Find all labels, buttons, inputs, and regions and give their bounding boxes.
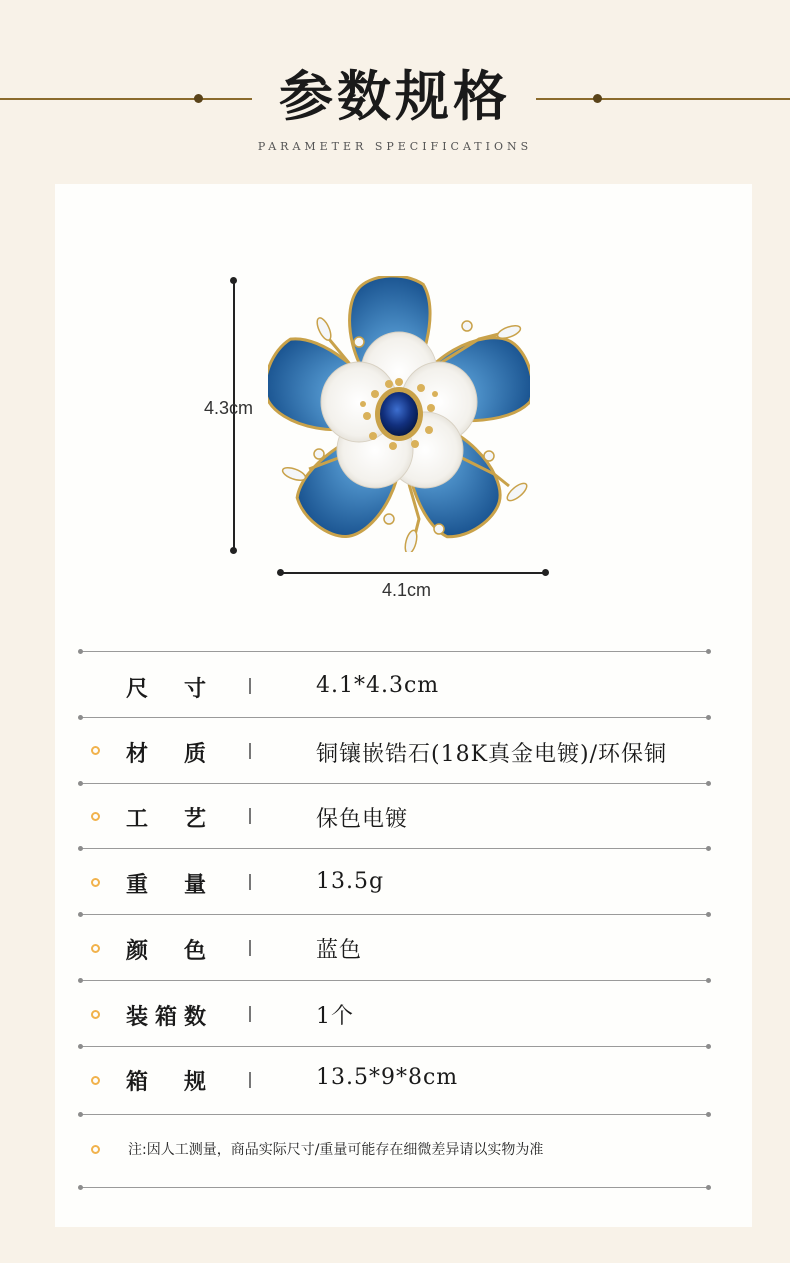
spec-value-color: 蓝色 [316,938,363,963]
spec-label-weight: 重 量 [126,872,206,898]
divider-dot [78,978,83,983]
width-dimension-left-dot [277,569,284,576]
divider-dot [78,1044,83,1049]
divider-dot [706,1044,711,1049]
bullet-icon [91,944,100,953]
table-divider [80,1114,710,1115]
spec-value-weight: 13.5g [316,869,385,894]
row-separator [249,743,251,759]
measurement-note: 注:因人工测量，商品实际尺寸/重量可能存在细微差异请以实物为准 [128,1142,544,1158]
width-dimension-right-dot [542,569,549,576]
divider-dot [706,1185,711,1190]
spec-value-carton-size: 13.5*9*8cm [316,1065,459,1090]
table-divider [80,848,710,849]
bullet-icon [91,878,100,887]
spec-label-color: 颜 色 [126,938,206,964]
row-separator [249,940,251,956]
divider-dot [78,846,83,851]
spec-label-carton-size: 箱 规 [126,1069,206,1095]
row-separator [249,1006,251,1022]
divider-dot [706,978,711,983]
spec-value-pack-qty: 1个 [316,1004,354,1029]
spec-value-process: 保色电镀 [316,807,409,832]
table-divider [80,783,710,784]
divider-dot [706,912,711,917]
table-divider [80,717,710,718]
width-label: 4.1cm [382,580,432,600]
spec-label-pack-qty: 装箱数 [126,1004,206,1030]
brooch-image [268,276,530,552]
height-dimension-top-dot [230,277,237,284]
spec-value-material: 铜镶嵌锆石(18K真金电镀)/环保铜 [316,742,668,767]
table-divider [80,1187,710,1188]
bullet-icon [91,812,100,821]
divider-dot [706,715,711,720]
row-separator [249,808,251,824]
divider-dot [78,781,83,786]
spec-value-size: 4.1*4.3cm [316,673,440,698]
table-divider [80,980,710,981]
divider-dot [78,1185,83,1190]
row-separator [249,1072,251,1088]
height-dimension-bottom-dot [230,547,237,554]
bullet-icon [91,1145,100,1154]
divider-dot [706,1112,711,1117]
spec-label-size: 尺 寸 [126,676,206,702]
height-label: 4.3cm [204,398,254,418]
page-subtitle: PARAMETER SPECIFICATIONS [257,140,533,153]
bullet-icon [91,746,100,755]
table-divider [80,651,710,652]
divider-dot [78,912,83,917]
width-dimension-line [280,572,547,574]
page-title: 参数规格 [279,64,511,128]
row-separator [249,678,251,694]
row-separator [249,874,251,890]
bullet-icon [91,1076,100,1085]
divider-dot [706,781,711,786]
divider-dot [78,649,83,654]
table-divider [80,1046,710,1047]
divider-dot [78,715,83,720]
sapphire-stone [380,392,418,436]
divider-dot [78,1112,83,1117]
spec-label-material: 材 质 [126,741,206,767]
divider-dot [706,649,711,654]
table-divider [80,914,710,915]
bullet-icon [91,1010,100,1019]
divider-dot [706,846,711,851]
spec-label-process: 工 艺 [126,806,206,832]
